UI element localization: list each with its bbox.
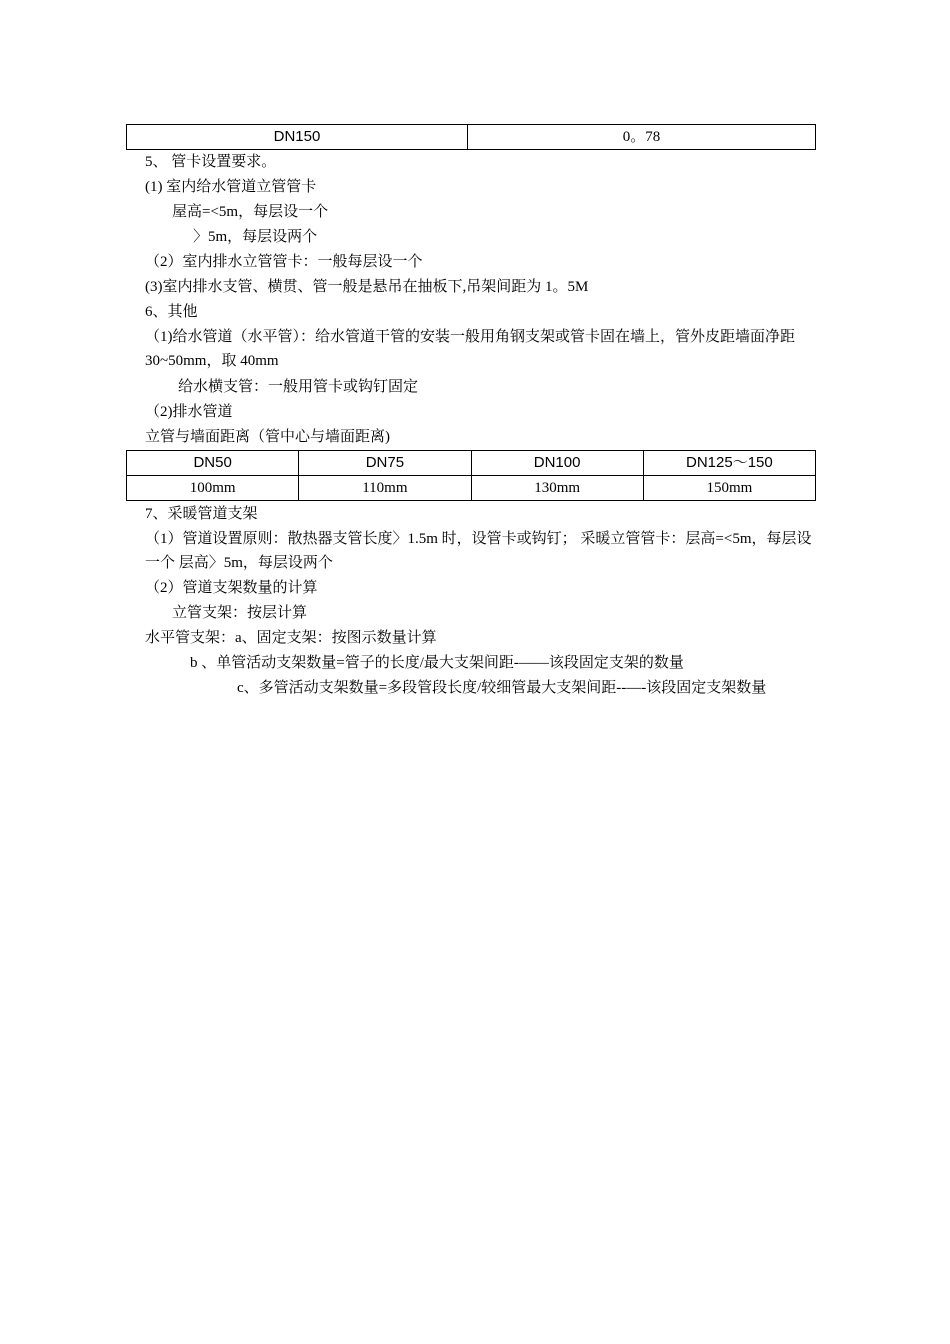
table-header-cell: DN50	[127, 451, 299, 476]
section-7-item-2: （2）管道支架数量的计算	[145, 580, 318, 596]
section-5-item-2: （2）室内排水立管管卡：一般每层设一个	[145, 254, 423, 270]
table-header-cell: DN100	[471, 451, 643, 476]
table-cell: 100mm	[127, 476, 299, 501]
section-6-item-1a: 给水横支管：一般用管卡或钩钉固定	[178, 379, 419, 395]
section-7-item-2d: c、多管活动支架数量=多段管段长度/较细管最大支架间距--—-该段固定支架数量	[237, 680, 767, 696]
pipe-wall-distance-table	[126, 450, 816, 501]
table-header-cell: DN75	[299, 451, 471, 476]
table-header-cell: DN125～150	[643, 451, 815, 476]
section-5-item-1a: 屋高=<5m，每层设一个	[172, 204, 329, 220]
table-cell: DN150	[127, 125, 468, 150]
dn150-table	[126, 124, 816, 150]
section-7-item-2c: b 、单管活动支架数量=管子的长度/最大支架间距-——该段固定支架的数量	[190, 655, 684, 671]
section-7-item-1: （1）管道设置原则：散热器支管长度〉1.5m 时，设管卡或钩钉； 采暖立管管卡：层高=<5m，每层设一个 层高〉5m，每层设两个	[145, 531, 812, 571]
table-caption: 立管与墙面距离（管中心与墙面距离)	[145, 429, 390, 445]
table-cell: 0。78	[468, 125, 816, 150]
section-6-item-1: （1)给水管道（水平管）：给水管道干管的安装一般用角钢支架或管卡固在墙上，管外皮距墙面净距 30~50mm，取 40mm	[145, 329, 795, 369]
section-7-title: 7、采暖管道支架	[145, 506, 258, 522]
section-5-item-1: (1) 室内给水管道立管管卡	[145, 179, 317, 195]
section-7-item-2b: 水平管支架：a、固定支架：按图示数量计算	[145, 630, 437, 646]
section-7-item-2a: 立管支架：按层计算	[172, 605, 308, 621]
section-5-item-1b: 〉5m，每层设两个	[193, 229, 318, 245]
table-cell: 110mm	[299, 476, 471, 501]
table-header-row	[127, 451, 816, 476]
table-row	[127, 476, 816, 501]
section-5-title: 5、 管卡设置要求。	[145, 154, 277, 170]
section-5-item-3: (3)室内排水支管、横贯、管一般是悬吊在抽板下,吊架间距为 1。5M	[145, 279, 589, 295]
table-cell: 150mm	[643, 476, 815, 501]
table-row	[127, 125, 816, 150]
section-6-item-2: （2)排水管道	[145, 404, 233, 420]
table-cell: 130mm	[471, 476, 643, 501]
section-6-title: 6、其他	[145, 304, 198, 320]
